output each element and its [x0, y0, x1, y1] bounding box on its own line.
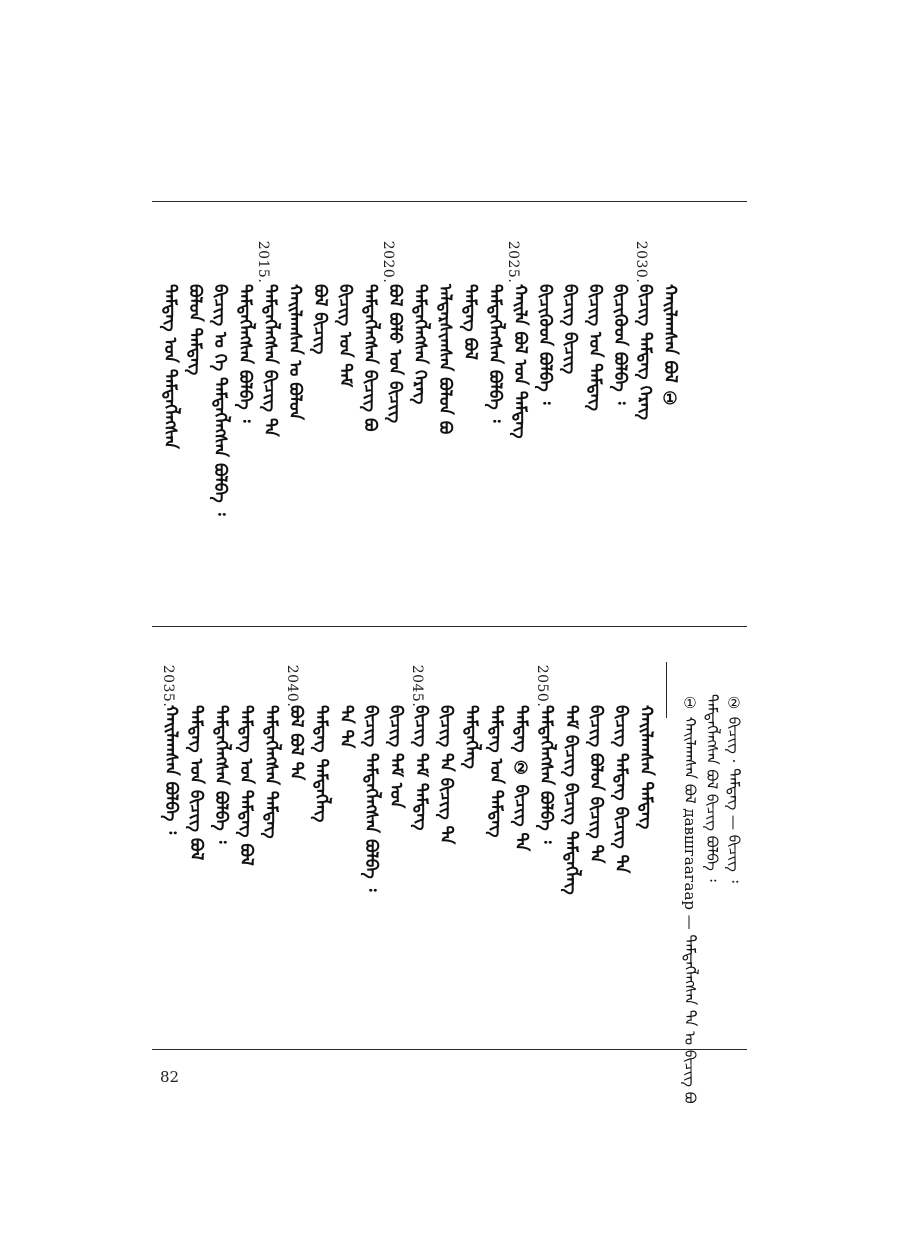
- line-number: 2030.: [633, 240, 649, 284]
- text-line: ᠪᠢᠴᠢᠭ ᠪᠣᠯᠤᠨ ᠪᠢᠴᠢᠭ ᠲᠡ: [586, 705, 606, 864]
- footnote-separator: [666, 662, 667, 718]
- line-number: 2025.: [505, 240, 521, 284]
- text-line: ᠪᠢᠴᠢᠭ ᠲᠡᠮᠳᠡᠭᠯᠡᠭᠰᠡᠨ ᠪᠣᠯᠪᠠ ᠄: [361, 705, 381, 892]
- text-line: ᠲᠡᠮᠳᠡᠭᠯᠡᠭᠰᠡᠨ ᠪᠣᠯᠪᠠ ᠄: [211, 705, 231, 844]
- text-line: ᠲᠡᠮᠳᠡᠭᠯᠡᠭᠰᠡᠨ ᠪᠢᠴᠢᠭ ᠲᠡ: [260, 284, 280, 437]
- top-rule: [152, 201, 747, 202]
- text-line: ᠪᠢᠴᠢᠭ᠌ᠦᠳ ᠪᠣᠯᠪᠠ ᠄: [610, 284, 630, 405]
- text-line: ᠪᠢᠴᠢᠭ ᠲᠡ ᠪᠢᠴᠢᠭ ᠲᠡ: [436, 705, 456, 845]
- footnote-2: ② ᠪᠢᠴᠢᠭ · ᠲᠡᠮᠳᠡᠭ — ᠪᠢᠴᠢᠭ ᠄: [725, 694, 743, 883]
- text-line: ᠲᠡᠮ ᠪᠢᠴᠢᠭ ᠪᠢᠴᠢᠭ ᠲᠡᠮᠳᠡᠭᠯᠡᠭ: [561, 705, 581, 895]
- line-number: 2040.: [284, 664, 300, 708]
- text-line: ᠬᠠᠢᠯᠠᠭᠰᠠᠨ ᠪᠣᠯ ①: [660, 284, 680, 409]
- text-line: ᠲᠡᠮᠳᠡᠭ ② ᠪᠢᠴᠢᠭ ᠲᠡ: [511, 705, 531, 852]
- text-line: ᠲᠡᠮᠳᠡᠭᠯᠡᠭᠰᠡᠨ ᠪᠢᠴᠢᠭ ᠪᠣ: [360, 284, 380, 432]
- text-line: ᠪᠢᠴᠢᠭ ᠤᠨ ᠲᠡᠮ: [335, 284, 355, 388]
- text-line: ᠲᠡᠮᠳᠡᠭᠯᠡᠭ: [461, 705, 481, 769]
- text-line: ᠬᠠᠢᠯᠠᠭᠰᠠᠨ ᠤ ᠪᠣᠯᠤᠨ: [285, 284, 305, 420]
- bottom-rule: [152, 1049, 747, 1050]
- line-number: 2020.: [380, 240, 396, 284]
- text-line: ᠲᠡᠮᠳᠡᠭᠯᠡᠭᠰᠡᠨ ᠪᠣᠯᠪᠠ ᠄: [485, 284, 505, 423]
- text-line: ᠲᠡ ᠲᠡ: [336, 705, 356, 749]
- text-line: ᠲᠡᠮᠳᠡᠭ ᠪᠣᠯ: [460, 284, 480, 360]
- text-line: ᠠᠯᠳᠠᠷᠰᠢᠭᠰᠠᠨ ᠪᠣᠯᠤᠨ ᠪᠣ: [435, 284, 455, 435]
- text-line: ᠪᠢᠴᠢᠭ ᠲᠡᠮ ᠲᠡᠮᠳᠡᠭ: [411, 705, 431, 831]
- text-line: ᠪᠣᠯᠤᠨ ᠲᠡᠮᠳᠡᠭ: [185, 284, 205, 376]
- text-line: ᠲᠡᠮᠳᠡᠭ ᠤᠨ ᠲᠡᠮᠳᠡᠭᠯᠡᠭᠰᠡᠨ: [160, 284, 180, 449]
- page-number: 82: [160, 1068, 180, 1086]
- text-line: ᠲᠡᠮᠳᠡᠭᠯᠡᠭᠰᠡᠨ ᠲᠡᠮᠳᠡᠭ: [261, 705, 281, 839]
- line-number: 2045.: [409, 664, 425, 708]
- footnote-2-cont: ᠲᠡᠮᠳᠡᠭᠯᠡᠭᠰᠡᠨ ᠪᠣᠯ ᠪᠢᠴᠢᠭ ᠪᠣᠯᠪᠠ ᠄: [703, 694, 721, 882]
- text-line: ᠲᠡᠮᠳᠡᠭ ᠤᠨ ᠪᠢᠴᠢᠭ ᠪᠣᠯ: [186, 705, 206, 861]
- text-line: ᠪᠢᠴᠢᠭ ᠲᠡᠮᠳᠡᠭ ᠪᠢᠴᠢᠭ ᠲᠡ: [611, 705, 631, 874]
- text-line: ᠲᠡᠮᠳᠡᠭᠯᠡᠭᠰᠡᠨ ᠬᠡᠷᠡᠭ: [410, 284, 430, 405]
- line-number: 2035.: [160, 664, 176, 708]
- text-line: ᠬᠠᠢᠯᠠᠭᠰᠠᠨ ᠪᠣᠯᠪᠠ ᠄: [161, 705, 181, 835]
- text-line: ᠪᠢᠴᠢᠭ ᠲᠡᠮᠳᠡᠭ ᠬᠡᠷᠡᠭ: [635, 284, 655, 421]
- text-line: ᠲᠡᠮᠳᠡᠭᠯᠡᠭᠰᠡᠨ ᠪᠣᠯᠪᠠ ᠄: [235, 284, 255, 423]
- text-line: ᠪᠣᠯ ᠪᠣᠯ ᠲᠡ: [286, 705, 306, 781]
- line-number: 2050.: [534, 664, 550, 708]
- middle-rule: [152, 626, 747, 627]
- line-number: 2015.: [255, 240, 271, 284]
- text-line: ᠪᠣᠯ ᠪᠣᠯᠤ ᠤᠨ ᠪᠢᠴᠢᠭ: [385, 284, 405, 424]
- text-line: ᠪᠢᠴᠢᠭ᠌ᠦᠳ ᠪᠣᠯᠪᠠ ᠄: [535, 284, 555, 405]
- text-line: ᠲᠡᠮᠳᠡᠭ ᠲᠡᠮᠳᠡᠭᠯᠡᠭ: [311, 705, 331, 823]
- text-line: ᠲᠡᠮᠳᠡᠭ ᠤᠨ ᠲᠡᠮᠳᠡᠭ ᠪᠣᠯ: [236, 705, 256, 866]
- text-line: ᠬᠠᠢᠯᠠ ᠪᠣᠯ ᠤᠨ ᠲᠡᠮᠳᠡᠭ: [510, 284, 530, 439]
- text-line: ᠲᠡᠮᠳᠡᠭᠯᠡᠭᠰᠡᠨ ᠪᠣᠯᠪᠠ ᠄: [536, 705, 556, 844]
- text-line: ᠪᠢᠴᠢᠭ ᠪᠢᠴᠢᠭ: [560, 284, 580, 375]
- footnote-1: ① ᠬᠠᠢᠯᠠᠭᠰᠠᠨ ᠪᠣᠯ давшгаагаар — ᠲᠡᠮᠳᠡᠭᠯᠡᠭᠰᠡᠨ ᠲᠡ ᠤ ᠪᠢᠴᠢᠭ ᠪᠣ: [681, 694, 699, 1104]
- text-line: ᠪᠢᠴᠢᠭ ᠲᠡᠮ ᠤᠨ: [386, 705, 406, 809]
- text-line: ᠪᠢᠴᠢᠭ ᠤᠨ ᠲᠡᠮᠳᠡᠭ: [585, 284, 605, 411]
- text-line: ᠬᠠᠢᠯᠠᠭᠰᠠᠨ ᠲᠡᠮᠳᠡᠭ: [636, 705, 656, 830]
- text-line: ᠪᠢᠴᠢᠭ ᠤ ᠬᠡ ᠲᠡᠮᠳᠡᠭᠯᠡᠭᠰᠡᠨ ᠪᠣᠯᠪᠠ ᠄: [210, 284, 230, 516]
- text-line: ᠪᠣᠯ ᠪᠢᠴᠢᠭ: [310, 284, 330, 355]
- text-line: ᠲᠡᠮᠳᠡᠭ ᠤᠨ ᠲᠡᠮᠳᠡᠭ: [486, 705, 506, 838]
